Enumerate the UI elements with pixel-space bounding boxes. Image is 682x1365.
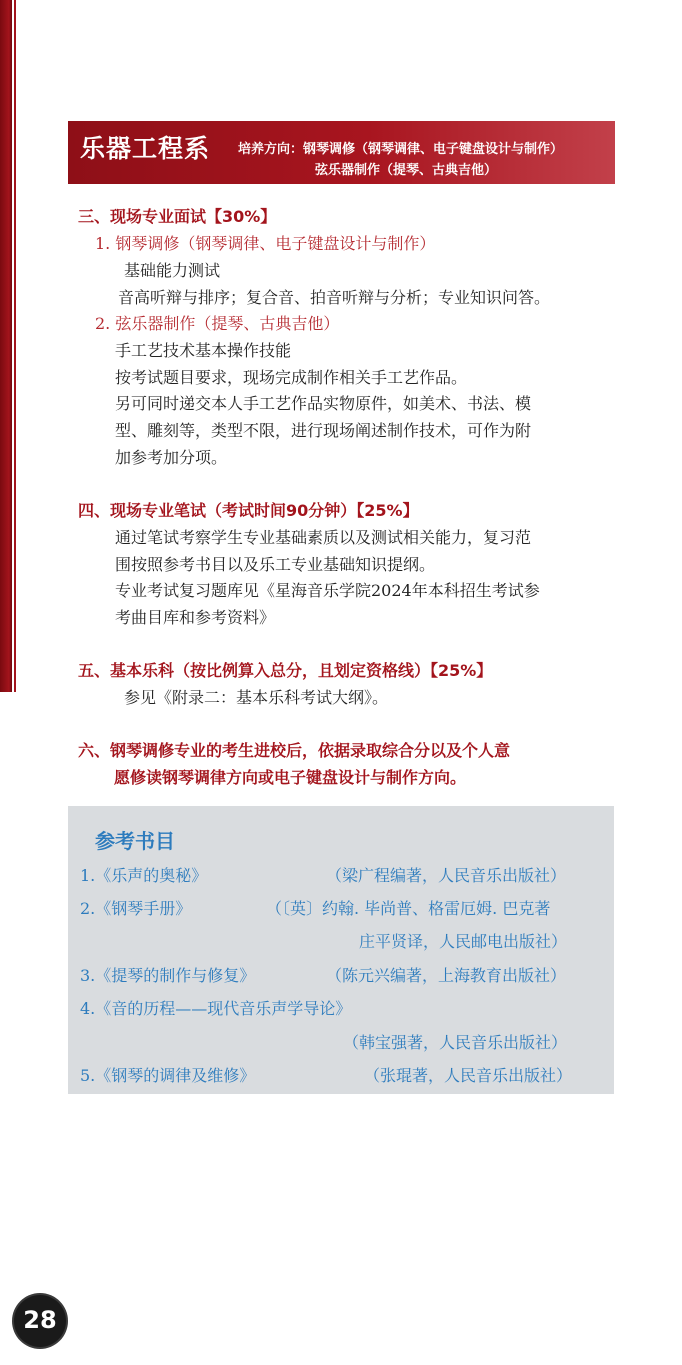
section-3-sub1-line: 基础能力测试 — [124, 261, 221, 280]
section-6-line: 六、钢琴调修专业的考生进校后，依据录取综合分以及个人意 — [78, 741, 511, 760]
section-3-sub2-line: 按考试题目要求，现场完成制作相关手工艺作品。 — [115, 368, 468, 387]
section-6-line: 愿修读钢琴调律方向或电子键盘设计与制作方向。 — [114, 768, 467, 787]
section-5-title: 五、基本乐科（按比例算入总分，且划定资格线）【25%】 — [78, 661, 493, 680]
reference-detail: （张琨著，人民音乐出版社） — [364, 1066, 573, 1085]
section-3-sub1-line: 音高听辩与排序；复合音、拍音听辩与分析；专业知识问答。 — [118, 288, 551, 307]
section-3-sub2-line: 型、雕刻等，类型不限，进行现场阐述制作技术，可作为附 — [115, 421, 532, 440]
training-direction-line2: 弦乐器制作（提琴、古典吉他） — [315, 163, 498, 178]
training-direction-line1: 培养方向：钢琴调修（钢琴调律、电子键盘设计与制作） — [238, 142, 564, 157]
section-4-line: 考曲目库和参考资料》 — [115, 608, 276, 627]
section-5-line: 参见《附录二：基本乐科考试大纲》。 — [124, 688, 389, 707]
references-box — [68, 806, 614, 1094]
reference-book: 4.《音的历程——现代音乐声学导论》 — [80, 999, 352, 1018]
reference-detail: （梁广程编著，人民音乐出版社） — [326, 866, 567, 885]
section-4-title: 四、现场专业笔试（考试时间90分钟）【25%】 — [78, 501, 419, 520]
reference-book: 5.《钢琴的调律及维修》 — [80, 1066, 256, 1085]
section-3-sub2-line: 另可同时递交本人手工艺作品实物原件，如美术、书法、模 — [115, 394, 532, 413]
reference-detail: 庄平贤译，人民邮电出版社） — [359, 932, 568, 951]
page-number-badge — [14, 1295, 66, 1347]
section-4-line: 通过笔试考察学生专业基础素质以及测试相关能力，复习范 — [115, 528, 532, 547]
section-3-sub2-line: 手工艺技术基本操作技能 — [115, 341, 292, 360]
section-3-title: 三、现场专业面试【30%】 — [78, 207, 277, 226]
section-3-sub1-title: 1. 钢琴调修（钢琴调律、电子键盘设计与制作） — [95, 234, 436, 253]
references-title: 参考书目 — [95, 829, 175, 853]
section-3-sub2-line: 加参考加分项。 — [115, 448, 228, 467]
reference-detail: （〔英〕约翰. 毕尚普、格雷厄姆. 巴克著 — [266, 899, 551, 918]
section-3-sub2-title: 2. 弦乐器制作（提琴、古典吉他） — [95, 314, 340, 333]
reference-detail: （陈元兴编著，上海教育出版社） — [326, 966, 567, 985]
department-banner — [68, 121, 615, 184]
left-decorative-bar — [0, 0, 16, 692]
page-number: 28 — [23, 1306, 57, 1334]
department-title: 乐器工程系 — [80, 134, 211, 163]
section-4-line: 围按照参考书目以及乐工专业基础知识提纲。 — [115, 555, 436, 574]
reference-book: 3.《提琴的制作与修复》 — [80, 966, 256, 985]
reference-book: 1.《乐声的奥秘》 — [80, 866, 208, 885]
reference-book: 2.《钢琴手册》 — [80, 899, 192, 918]
section-4-line: 专业考试复习题库见《星海音乐学院2024年本科招生考试参 — [115, 581, 540, 600]
reference-detail: （韩宝强著，人民音乐出版社） — [343, 1033, 568, 1052]
